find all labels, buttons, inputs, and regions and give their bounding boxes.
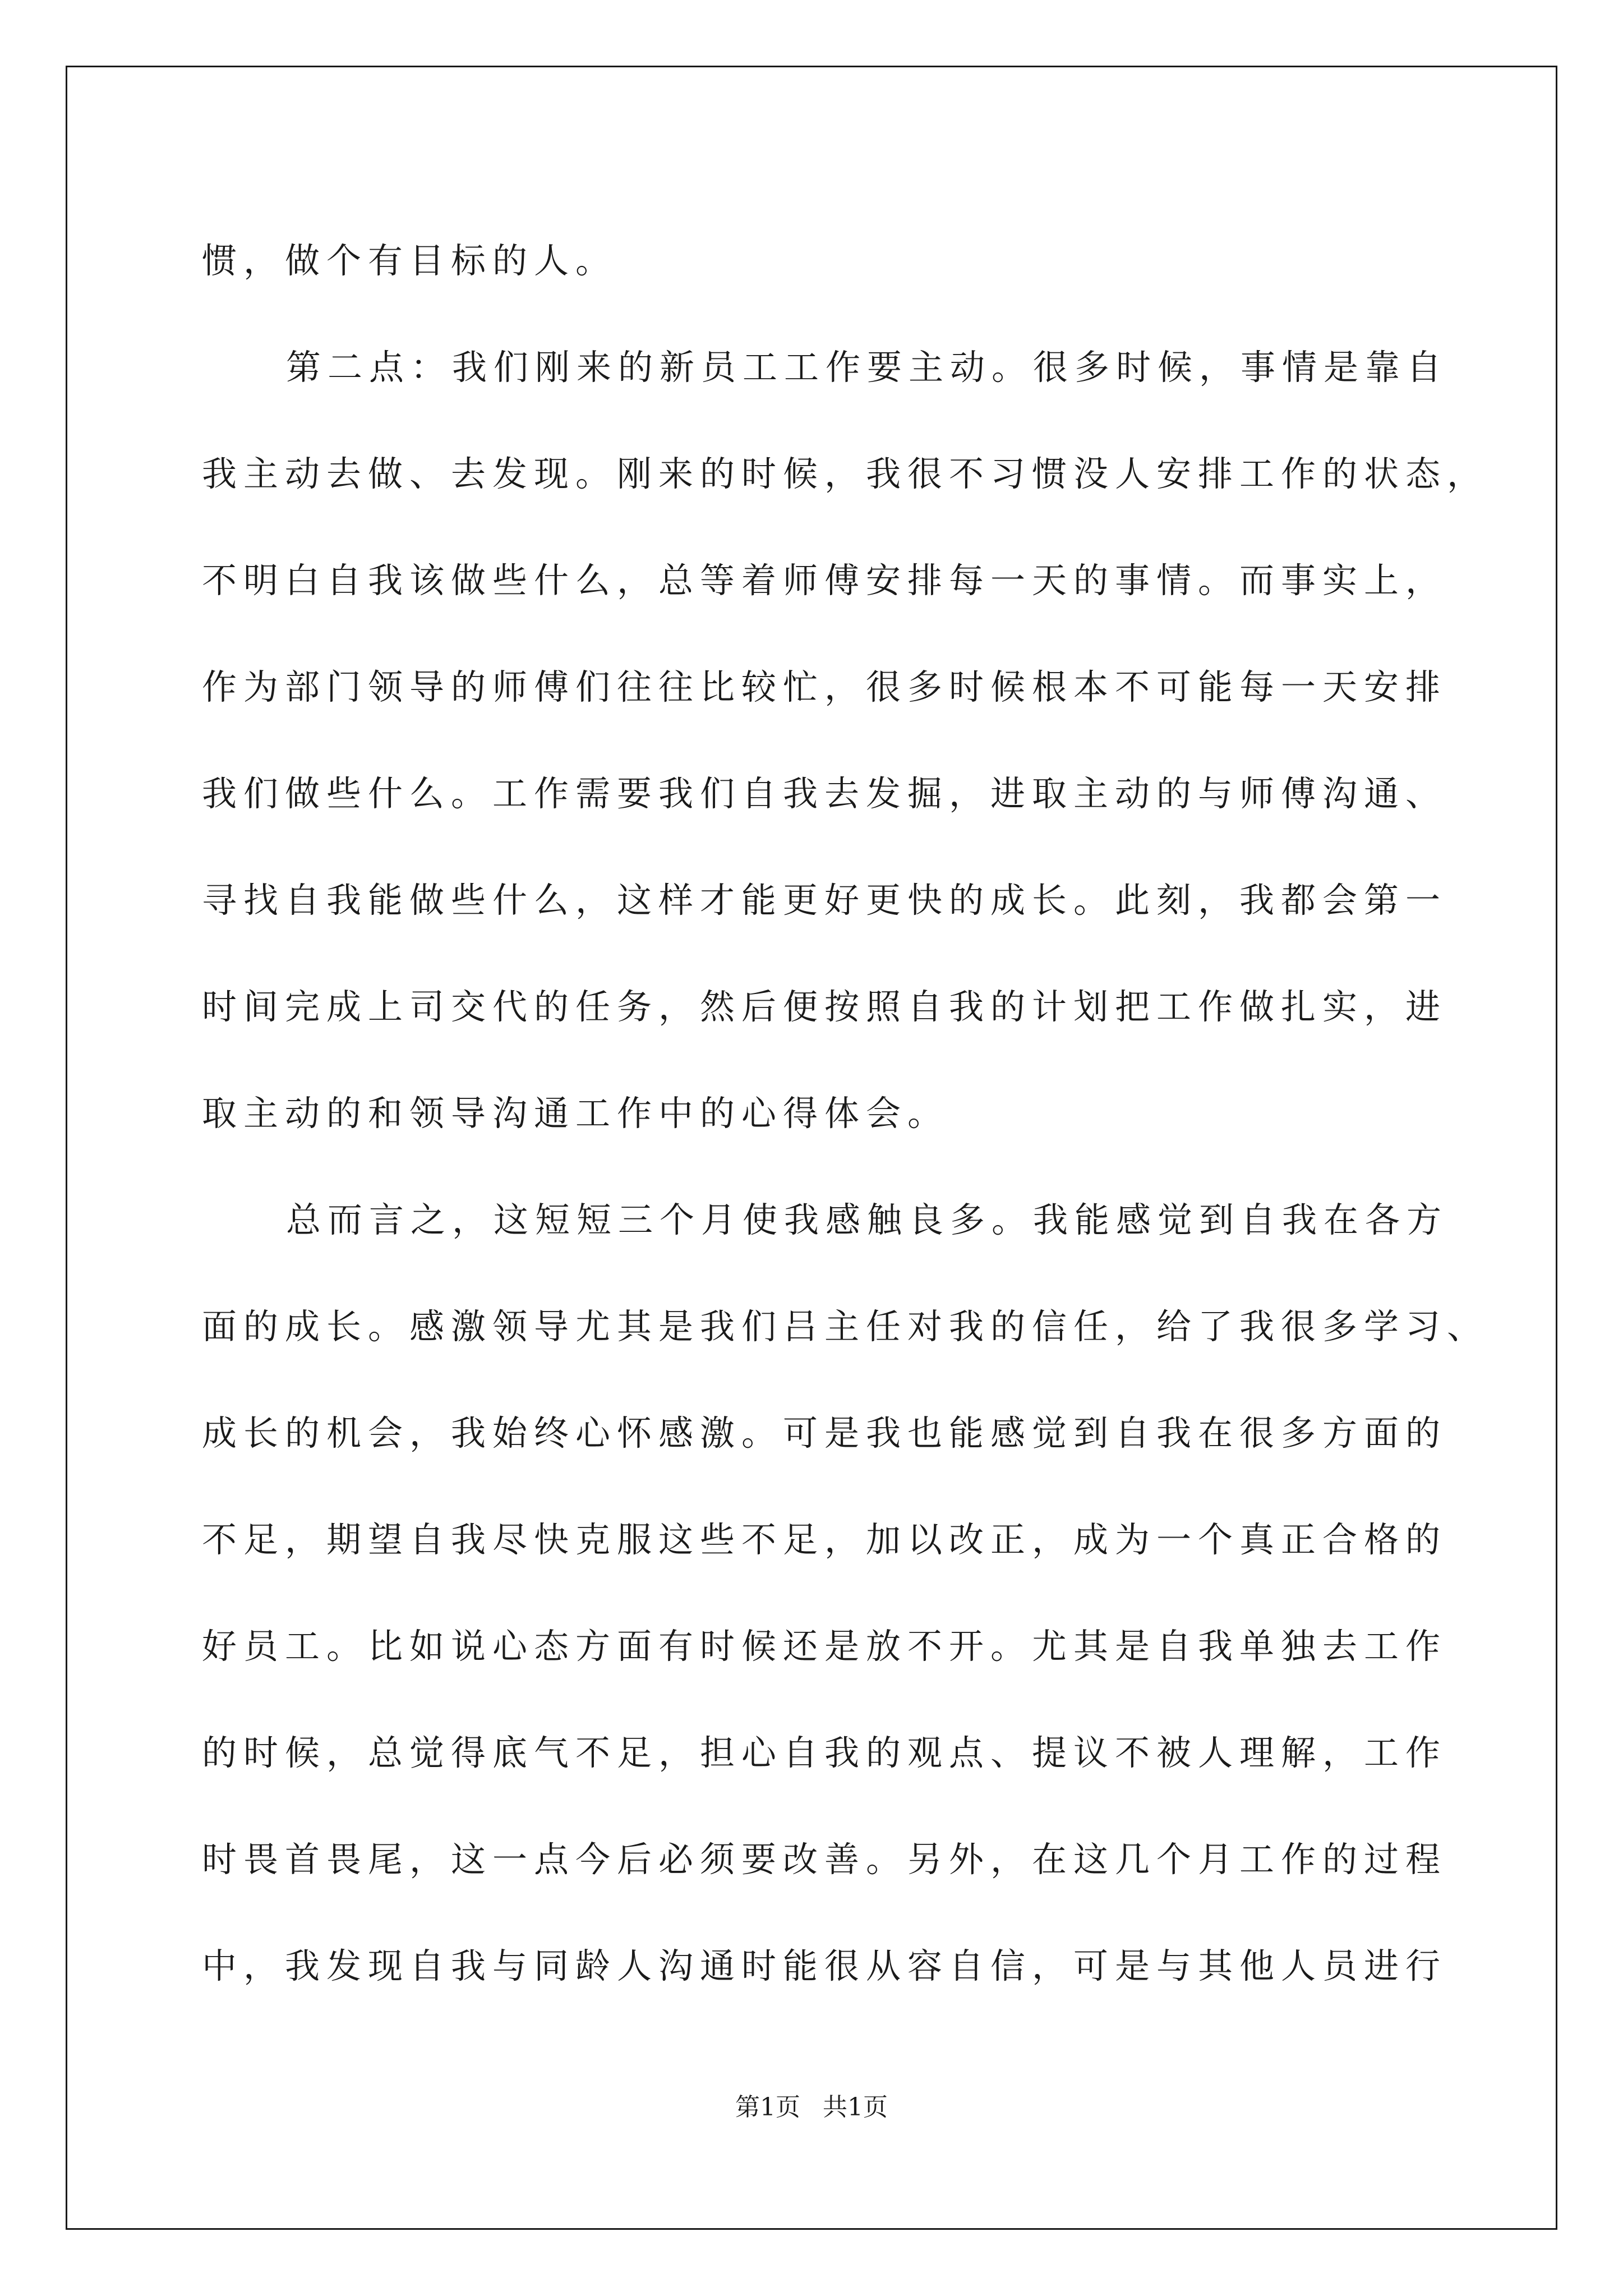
text-line: 不足，期望自我尽快克服这些不足，加以改正，成为一个真正合格的: [202, 1519, 1447, 1560]
text-line: 取主动的和领导沟通工作中的心得体会。: [202, 1093, 949, 1134]
text-line: 我主动去做、去发现。刚来的时候，我很不习惯没人安排工作的状态，: [202, 453, 1489, 494]
text-line: 不明白自我该做些什么，总等着师傅安排每一天的事情。而事实上，: [202, 560, 1447, 601]
text-line: 的时候，总觉得底气不足，担心自我的观点、提议不被人理解，工作: [202, 1732, 1447, 1773]
document-body: [202, 208, 1489, 2019]
text-line: 时间完成上司交代的任务，然后便按照自我的计划把工作做扎实，进: [202, 986, 1447, 1027]
text-line: 惯，做个有目标的人。: [202, 240, 617, 281]
text-line: 我们做些什么。工作需要我们自我去发掘，进取主动的与师傅沟通、: [202, 773, 1447, 814]
text-line: 中，我发现自我与同龄人沟通时能很从容自信，可是与其他人员进行: [202, 1945, 1447, 1986]
text-line: 面的成长。感激领导尤其是我们吕主任对我的信任，给了我很多学习、: [202, 1306, 1489, 1347]
page-footer: [0, 2087, 1623, 2123]
text-line: 成长的机会，我始终心怀感激。可是我也能感觉到自我在很多方面的: [202, 1412, 1447, 1453]
page-total: 共1页: [823, 2093, 888, 2122]
text-line: 好员工。比如说心态方面有时候还是放不开。尤其是自我单独去工作: [202, 1626, 1447, 1667]
text-line: 作为部门领导的师傅们往往比较忙，很多时候根本不可能每一天安排: [202, 666, 1447, 707]
text-line: 时畏首畏尾，这一点今后必须要改善。另外，在这几个月工作的过程: [202, 1839, 1447, 1880]
page-number: 第1页: [735, 2093, 800, 2122]
text-line: 总而言之，这短短三个月使我感触良多。我能感觉到自我在各方: [286, 1199, 1449, 1240]
text-line: 第二点：我们刚来的新员工工作要主动。很多时候，事情是靠自: [286, 347, 1449, 388]
text-line: 寻找自我能做些什么，这样才能更好更快的成长。此刻，我都会第一: [202, 880, 1447, 921]
